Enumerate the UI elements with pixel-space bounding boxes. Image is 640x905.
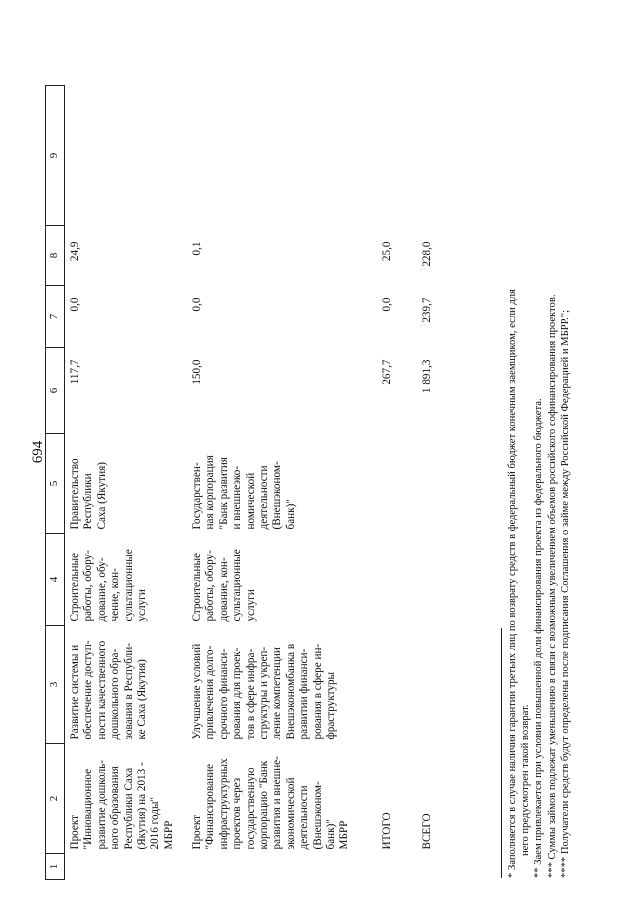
column-header: 8 [46,226,65,286]
project-name-cell: Проект "Инновационное развитие дошколь- ного образования Республики Саха (Якутия) на 2013 - 2016 годы" МБРР [69,759,175,850]
total-label-cell: ИТОГО [381,812,393,850]
empty-cell [413,86,453,226]
loan-projects-table [45,85,453,880]
amount-col7-cell: 0,0 [191,297,203,312]
grand-total-col6-cell: 1 891,3 [421,359,433,394]
amount-col6-cell: 117,7 [69,359,81,385]
total-col6-cell: 267,7 [381,359,393,385]
column-header: 3 [46,626,65,744]
column-header: 2 [46,744,65,854]
loan-purpose-cell: Строительные работы, обору- дование, кон- сультационные услуги [191,549,257,622]
total-col8-cell: 25,0 [381,241,393,262]
column-number-row [46,86,65,880]
page-number: 694 [30,440,46,464]
borrower-cell: Правительство Республики Саха (Якутия) [69,458,108,530]
footnotes [501,28,572,878]
amount-col9-cell [187,86,373,226]
footnote-separator [501,628,502,878]
table-header [46,86,65,880]
footnote: *** Суммы займов подлежат уменьшению в связи с возможным увеличением объемов российского софинансирования проектов. [546,294,558,878]
table-row [187,86,373,880]
borrower-cell: Государствен- ная корпорация "Банк развития и внешнеэко- номической деятельности (Внешэконом- банк)" [191,455,297,530]
column-header: 9 [46,86,65,226]
amount-col8-cell: 0,1 [191,241,203,256]
amount-col9-cell [65,86,188,226]
column-header: 7 [46,286,65,348]
column-header: 4 [46,534,65,626]
column-header: 1 [46,854,65,880]
grand-total-col7-cell: 239,7 [421,297,433,323]
amount-col8-cell: 24,9 [69,241,81,262]
row-number-cell [65,854,188,880]
rotated-page-content [45,20,585,880]
grand-total-label-cell: ВСЕГО [421,813,433,850]
footnote: **** Получатели средств будут определены после подписания Соглашения о займе между Российской Федерацией и МБРР."; [559,309,571,878]
loan-purpose-cell: Строительные работы, обору- дование, обу- чение, кон- сультационные услуги [69,549,149,622]
row-number-cell [187,854,373,880]
empty-cell [373,534,413,626]
amount-col7-cell: 0,0 [69,297,81,312]
empty-cell [413,626,453,744]
table-row-total [373,86,413,880]
project-goal-cell: Развитие системы и обеспечение доступ- ности качественного дошкольного обра- зования в Республи- ке Саха (Якутия) [69,640,149,740]
footnote-continuation: него предусмотрен такой возврат. [520,704,532,856]
total-col7-cell: 0,0 [381,297,393,312]
empty-cell [373,86,413,226]
empty-cell [373,434,413,534]
row-number-cell [373,854,413,880]
footnote: ** Заем привлекается при условии повышенной доли финансирования проекта из федерального бюджета. [533,398,545,878]
table-row-grand-total [413,86,453,880]
project-goal-cell: Улучшение условий привлечения долго- срочного финанси- рования для проек- тов в сфере инфра- структуры и укреп- ление компетенции Внешэкономбанка в развитии финанси- рования в сфере ин- фраструктуры [191,643,338,740]
row-number-cell [413,854,453,880]
project-name-cell: Проект "Финансирование инфраструктурных проектов через государственную корпорацию "Банк развития и внешне- экономической деятельности (Внешэконом- банк)" МБРР [191,756,351,850]
empty-cell [413,534,453,626]
empty-cell [373,626,413,744]
table-row [65,86,188,880]
empty-cell [413,434,453,534]
column-header: 5 [46,434,65,534]
column-header: 6 [46,348,65,434]
footnote: * Заполняется в случае наличия гарантии третьих лиц по возврату средств в федеральный бюджет конечным заемщиком, если для [507,289,518,878]
grand-total-col8-cell: 228,0 [421,241,433,267]
amount-col6-cell: 150,0 [191,359,203,385]
